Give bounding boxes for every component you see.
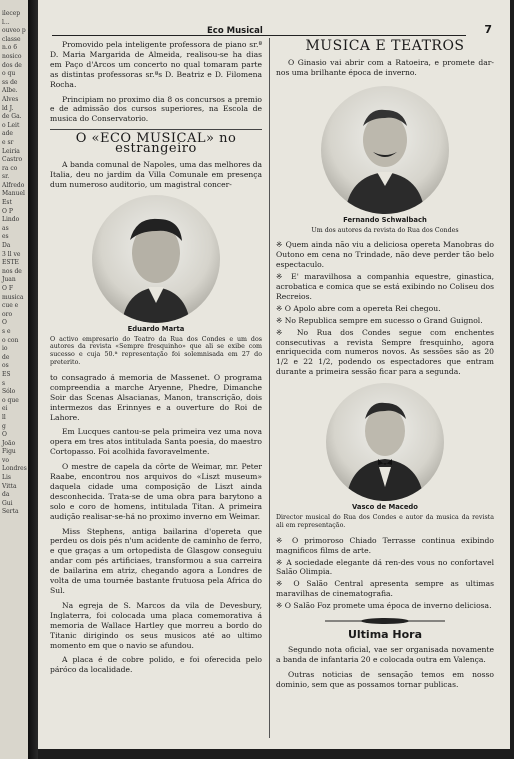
portrait-illustration xyxy=(92,195,220,323)
adjacent-text-line: l... xyxy=(2,18,10,26)
adjacent-text-line: Da xyxy=(2,242,11,250)
portrait-illustration xyxy=(321,86,449,214)
paragraph: Em Lucques cantou-se pela primeira vez uma nova opera em tres atos intitulada Santa poesia, do maestro Cortopasso. Foi acolhida favoravelmente. xyxy=(50,427,262,457)
adjacent-text-line: Lis xyxy=(2,474,11,482)
adjacent-text-line: cue e xyxy=(2,302,19,310)
adjacent-text-line: Juan xyxy=(2,276,16,284)
list-item: ※ E' maravilhosa a companhia equestre, ginastica, acrobatica e comica que se está exibindo no Coliseu dos Recreios. xyxy=(276,272,494,301)
news-bullets xyxy=(276,536,494,611)
adjacent-text-line: classe xyxy=(2,35,21,43)
list-item: ※ No Republica sempre em sucesso o Grand Guignol. xyxy=(276,315,483,325)
adjacent-text-line: ade xyxy=(2,130,13,138)
list-item: ※ O Salão Foz promete uma época de inverno deliciosa. xyxy=(276,601,492,611)
newspaper-sheet xyxy=(38,0,510,749)
adjacent-text-line: 3 ll ve xyxy=(2,250,21,258)
adjacent-text-line: s e xyxy=(2,327,11,335)
adjacent-text-line: João xyxy=(2,439,16,447)
list-item: ※ O Salão Central apresenta sempre as ultimas maravilhas de cinematografia. xyxy=(276,579,494,599)
header-rule xyxy=(52,35,466,36)
list-item: ※ No Rua dos Condes segue com enchentes consecutivas a revista Sempre fresquinho, agora enriquecida com numeros novos. As sessões são as 20 1/2 e 22 1/2, podendo os espectadores que entram durante a primeira sessão ficar para a segunda. xyxy=(276,327,494,377)
adjacent-text-line: Alfredo xyxy=(2,181,25,189)
photo-caption: Director musical do Rua dos Condes e autor da musica da revista ali em representação. xyxy=(276,514,494,529)
adjacent-text-line: ilecep xyxy=(2,10,21,17)
adjacent-text-line: o qu xyxy=(2,70,16,78)
adjacent-text-line: es xyxy=(2,233,9,241)
adjacent-text-line: Sólo xyxy=(2,388,16,396)
adjacent-text-line: O F xyxy=(2,285,13,292)
paragraph: Outras noticias de sensação temos em nosso dominio, sem que as possamos tornar publicas. xyxy=(276,669,494,689)
adjacent-text-line: ESTE xyxy=(2,259,19,267)
column-divider xyxy=(269,38,270,738)
adjacent-text-line: Alves xyxy=(2,95,19,103)
page-header xyxy=(52,20,492,40)
binding-gutter xyxy=(28,0,38,759)
paragraph: O Ginasio vai abrir com a Ratoeira, e promete dar-nos uma brilhante época de inverno. xyxy=(276,57,494,77)
list-item: ※ Quem ainda não viu a deliciosa opereta Manobras do Outono em cena no Trindade, não deve perder tão belo espectaculo. xyxy=(276,240,494,270)
photo-caption: O activo empresario do Teatro da Rua dos Condes e um dos autores da revista «Sempre fresquinho» que ali se exibe com sucesso e cuja 50.ª representação foi solemnisada em 27 do preterito. xyxy=(50,335,262,367)
section-title: MUSICA E TEATROS xyxy=(305,38,465,54)
adjacent-text-line: de Ga. xyxy=(2,113,22,121)
photo-caption: Um dos autores da revista do Rua dos Condes xyxy=(311,226,459,234)
portrait-photo xyxy=(321,86,449,214)
adjacent-text-line: Albe. xyxy=(2,87,18,95)
ornament-divider xyxy=(276,617,494,628)
adjacent-text-line: de xyxy=(2,353,10,361)
ultima-hora-title: Ultima Hora xyxy=(347,627,423,641)
adjacent-text-line: as xyxy=(2,224,9,232)
adjacent-text-line: O xyxy=(2,319,7,327)
page-number: 7 xyxy=(484,23,492,36)
section-title: O «ECO MUSICAL» no estrangeiro xyxy=(50,129,262,154)
adjacent-text-line: nos de xyxy=(2,267,22,275)
paragraph: Promovido pela inteligente professora de piano sr.ª D. Maria Margarida de Almeida, realisou-se ha dias em Paço d'Arcos um concerto no qual tomaram parte as distintas professoras sr.ªs D. Beatriz e D. Filomena Rocha. xyxy=(50,40,262,89)
adjacent-text-line: ei xyxy=(2,405,8,413)
adjacent-text-line: Est xyxy=(2,199,12,207)
adjacent-text-line: o que xyxy=(2,396,19,404)
paragraph: Na egreja de S. Marcos da vila de Devesbury, Inglaterra, foi colocada uma placa comemorativa á memoria de Wallace Hartley que morreu a bordo do Titanic dirigindo os seus musicos até ao ultimo momento em que o navio se afundou. xyxy=(50,600,262,650)
list-item: ※ O Apolo abre com a opereta Rei chegou. xyxy=(276,303,441,313)
adjacent-text-line: musica xyxy=(2,293,24,301)
photo-name: Vasco de Macedo xyxy=(352,503,418,512)
right-column xyxy=(276,40,494,694)
adjacent-text-line: ES xyxy=(2,370,11,378)
adjacent-text-line: Manuel xyxy=(2,190,25,198)
left-column xyxy=(50,40,262,680)
photo-name: Eduardo Marta xyxy=(127,324,185,333)
paragraph: A placa é de cobre polido, e foi oferecida pelo páróco da localidade. xyxy=(50,655,262,675)
paragraph: Principiam no proximo dia 8 os concursos a premio e de admissão dos cursos superiores, na Escola de musica do Conservatorio. xyxy=(50,94,262,124)
photo-name: Fernando Schwalbach xyxy=(343,215,427,224)
adjacent-text-line: sr. xyxy=(2,173,10,181)
adjacent-text-line: g xyxy=(2,422,6,430)
adjacent-text-line: Londres xyxy=(2,465,27,473)
adjacent-text-line: O P xyxy=(2,207,13,215)
portrait-photo xyxy=(326,383,444,501)
adjacent-text-line: oro xyxy=(2,310,13,318)
adjacent-text-line: Vitta xyxy=(2,482,17,490)
adjacent-text-line: vo xyxy=(2,456,10,464)
adjacent-text-line: Lindo xyxy=(2,216,20,224)
list-item: ※ A sociedade elegante dá ren-des vous no confortavel Salão Olimpia. xyxy=(276,557,494,577)
paragraph: Miss Stephens, antiga bailarina d'opereta que perdeu os dois pés n'um acidente de caminho de ferro, e que graças a um ortopedista de Glasgow conseguiu andar com pés artificiaes, transformou a sua carreira de bailarina em atriz, chegando agora a Londres de volta de uma tournée bastante frutuosa pela Africa do Sul. xyxy=(50,526,262,595)
adjacent-text-line: ra co xyxy=(2,164,18,172)
adjacent-text-line: O xyxy=(2,431,7,439)
adjacent-text-line: nosico xyxy=(2,52,22,60)
adjacent-text-line: ll xyxy=(2,413,6,421)
news-bullets xyxy=(276,240,494,377)
paragraph: to consagrado á memoria de Massenet. O programa compreendia a marche Aryenne, Phedre, Dimanche Soir das Scenas Alsacianas, Manon, transcrição, dois intermezos das Erinnyes e a ouverture do Roi de Lahore. xyxy=(50,372,262,422)
adjacent-text-line: Serta xyxy=(2,508,19,516)
adjacent-text-line: ouveo p xyxy=(2,27,26,35)
adjacent-page-text xyxy=(2,10,26,517)
adjacent-text-line: o Leit xyxy=(2,121,20,129)
adjacent-text-line: dos de xyxy=(2,61,22,69)
adjacent-text-line: os xyxy=(2,362,9,370)
adjacent-text-line: Leiria xyxy=(2,147,20,155)
paragraph: Segundo nota oficial, vae ser organisada novamente a banda de infantaria 20 e colocada outra em Valença. xyxy=(276,644,494,664)
paragraph: O mestre de capela da côrte de Weimar, mr. Peter Raabe, encontrou nos arquivos do «Liszt museum» daquela cidade uma composição de Liszt ainda desconhecida. Trata-se de uma obra para barytono a solo e coro de homens, intitulada Titan. A primeira audição realisar-se-há no proximo inverno em Weimar. xyxy=(50,462,262,521)
adjacent-text-line: Castro xyxy=(2,156,23,164)
adjacent-text-line: ss de xyxy=(2,78,18,86)
adjacent-text-line: n.o 6 xyxy=(2,44,18,52)
adjacent-text-line: io xyxy=(2,345,8,353)
portrait-illustration xyxy=(326,383,444,501)
adjacent-text-line: da xyxy=(2,491,10,499)
paragraph: A banda comunal de Napoles, uma das melhores da Italia, deu no jardim da Villa Comunale em presença dum numeroso auditorio, um magistral concer- xyxy=(50,160,262,189)
adjacent-text-line: Gui xyxy=(2,499,13,507)
list-item: ※ O primoroso Chiado Terrasse continua exibindo magnificos films de arte. xyxy=(276,535,494,555)
adjacent-text-line: e sr xyxy=(2,138,14,146)
adjacent-text-line: s xyxy=(2,379,6,387)
adjacent-text-line: o con xyxy=(2,336,19,344)
adjacent-text-line: Figu xyxy=(2,448,16,456)
adjacent-page-strip xyxy=(0,0,28,759)
publication-title: Eco Musical xyxy=(207,26,263,36)
portrait-photo xyxy=(92,195,220,323)
adjacent-text-line: ld J. xyxy=(2,104,14,112)
